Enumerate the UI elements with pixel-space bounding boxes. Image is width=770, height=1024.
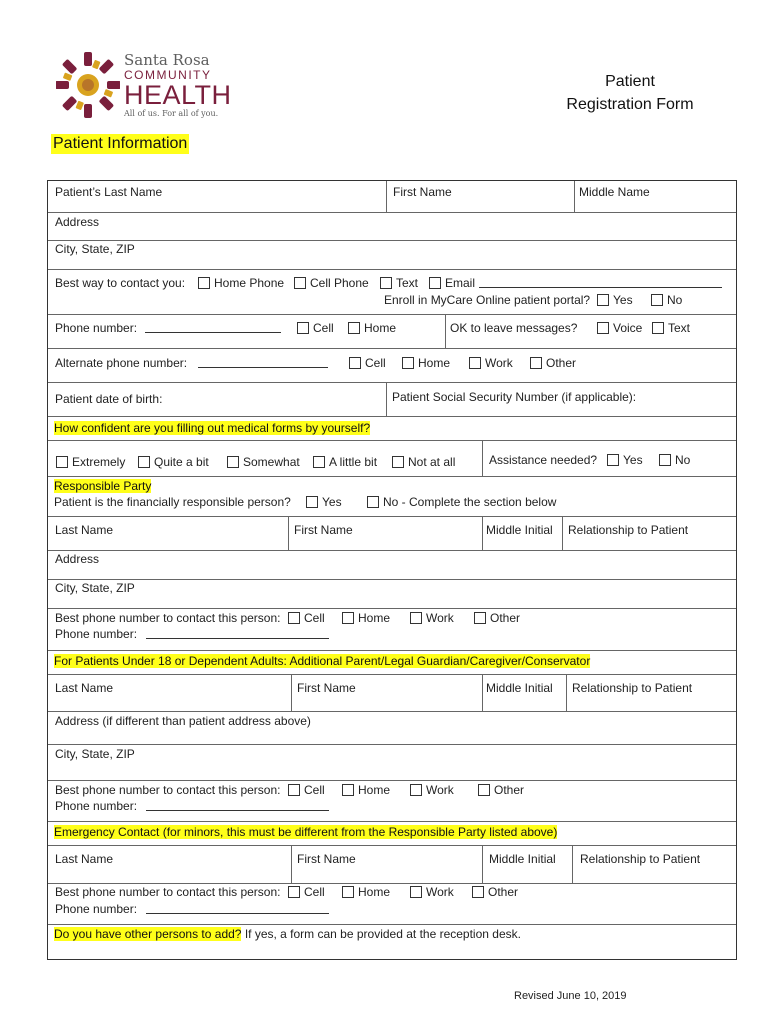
emergency-first-name-field[interactable]: First Name [297,852,356,866]
emergency-heading: Emergency Contact (for minors, this must be different from the Responsible Party listed above) [54,825,558,839]
other-persons-question: Do you have other persons to add? [54,927,242,941]
emergency-phone-number-line[interactable] [146,902,329,914]
checkbox-icon [288,784,300,796]
rp-last-name-field[interactable]: Last Name [55,523,114,537]
emergency-other-checkbox[interactable]: Other [472,885,518,899]
guardian-cell-checkbox[interactable]: Cell [288,783,325,797]
rp-work-checkbox[interactable]: Work [410,611,454,625]
emergency-phone-row [48,884,736,925]
rp-address-field[interactable]: Address [55,552,100,566]
assistance-no-checkbox[interactable]: No [659,453,690,467]
guardian-heading: For Patients Under 18 or Dependent Adults: Additional Parent/Legal Guardian/Caregiver/Conservator [54,654,591,668]
rp-phone-number-line[interactable] [146,627,329,639]
form-title [560,70,700,116]
guardian-phone-number-line[interactable] [146,799,329,811]
checkbox-icon [342,784,354,796]
contact-method-label: Best way to contact you: [55,276,186,290]
financially-responsible-question: Patient is the financially responsible person? [54,495,291,509]
financially-responsible-yes-checkbox[interactable]: Yes [306,495,342,509]
phone-cell-checkbox[interactable]: Cell [297,321,334,335]
text-checkbox[interactable]: Text [380,276,418,290]
responsible-party-header-row [48,477,736,517]
checkbox-icon [429,277,441,289]
voice-checkbox[interactable]: Voice [597,321,642,335]
quite-a-bit-checkbox[interactable]: Quite a bit [138,455,209,469]
phone-home-checkbox[interactable]: Home [348,321,396,335]
patient-first-name-field[interactable]: First Name [393,185,452,199]
patient-address-row [48,213,736,241]
guardian-work-checkbox[interactable]: Work [410,783,454,797]
patient-name-row [48,181,736,213]
emergency-home-checkbox[interactable]: Home [342,885,390,899]
form-title-line-2: Registration Form [566,96,694,113]
checkbox-icon [474,612,486,624]
patient-city-field[interactable]: City, State, ZIP [55,242,135,256]
alt-home-checkbox[interactable]: Home [402,356,450,370]
rp-other-checkbox[interactable]: Other [474,611,520,625]
guardian-relationship-field[interactable]: Relationship to Patient [572,681,693,695]
checkbox-icon [297,322,309,334]
emergency-cell-checkbox[interactable]: Cell [288,885,325,899]
confidence-options-row [48,441,736,477]
emergency-heading-row [48,822,736,846]
somewhat-checkbox[interactable]: Somewhat [227,455,300,469]
guardian-middle-initial-field[interactable]: Middle Initial [486,681,553,695]
rp-best-phone-label: Best phone number to contact this person: [55,611,281,625]
phone-row [48,315,736,349]
extremely-checkbox[interactable]: Extremely [56,455,125,469]
ok-to-leave-messages-label: OK to leave messages? [450,321,578,335]
responsible-name-row [48,517,736,551]
patient-city-row [48,241,736,270]
cell-phone-checkbox[interactable]: Cell Phone [294,276,369,290]
checkbox-icon [410,784,422,796]
checkbox-icon [478,784,490,796]
confidence-question-row [48,417,736,441]
text-message-checkbox[interactable]: Text [652,321,690,335]
portal-no-checkbox[interactable]: No [651,293,682,307]
checkbox-icon [198,277,210,289]
alt-other-checkbox[interactable]: Other [530,356,576,370]
checkbox-icon [530,357,542,369]
patient-ssn-field[interactable]: Patient Social Security Number (if applicable): [392,390,637,404]
checkbox-icon [659,454,671,466]
logo-line-3: HEALTH [124,80,232,110]
checkbox-icon [342,612,354,624]
responsible-party-heading: Responsible Party [54,479,152,493]
checkbox-icon [651,294,663,306]
checkbox-icon [410,612,422,624]
rp-city-row [48,580,736,609]
patient-dob-field[interactable]: Patient date of birth: [55,392,163,406]
financially-responsible-no-checkbox[interactable]: No - Complete the section below [367,495,556,509]
guardian-best-phone-label: Best phone number to contact this person: [55,783,281,797]
a-little-bit-checkbox[interactable]: A little bit [313,455,377,469]
alt-cell-checkbox[interactable]: Cell [349,356,386,370]
logo-line-2: COMMUNITY [124,68,212,82]
alternate-phone-label: Alternate phone number: [55,356,188,370]
guardian-city-row [48,745,736,781]
guardian-name-row [48,675,736,712]
phone-number-label: Phone number: [55,321,138,335]
checkbox-icon [392,456,404,468]
emergency-relationship-field[interactable]: Relationship to Patient [580,852,701,866]
checkbox-icon [306,496,318,508]
assistance-needed-label: Assistance needed? [489,453,598,467]
other-persons-note: If yes, a form can be provided at the reception desk. [244,927,521,941]
emergency-best-phone-label: Best phone number to contact this person: [55,885,281,899]
logo-tagline: All of us. For all of you. [124,109,219,118]
emergency-phone-number-label: Phone number: [55,902,138,916]
email-checkbox[interactable]: Email [429,276,475,290]
guardian-first-name-field[interactable]: First Name [297,681,356,695]
patient-address-field[interactable]: Address [55,215,100,229]
checkbox-icon [313,456,325,468]
checkbox-icon [349,357,361,369]
rp-phone-row [48,609,736,651]
patient-last-name-field[interactable]: Patient’s Last Name [55,185,163,199]
logo-line-1: Santa Rosa [124,51,210,69]
logo [56,50,232,122]
alternate-phone-line[interactable] [198,356,328,368]
confidence-question: How confident are you filling out medical forms by yourself? [54,421,371,435]
guardian-address-field[interactable]: Address (if different than patient address above) [55,714,311,728]
guardian-phone-row [48,781,736,822]
guardian-heading-row [48,651,736,675]
checkbox-icon [348,322,360,334]
other-persons-row [48,925,736,959]
rp-home-checkbox[interactable]: Home [342,611,390,625]
portal-yes-checkbox[interactable]: Yes [597,293,633,307]
guardian-other-checkbox[interactable]: Other [478,783,524,797]
not-at-all-checkbox[interactable]: Not at all [392,455,455,469]
checkbox-icon [597,322,609,334]
revision-date: Revised June 10, 2019 [514,990,627,1002]
guardian-phone-number-label: Phone number: [55,799,138,813]
checkbox-icon [342,886,354,898]
checkbox-icon [597,294,609,306]
checkbox-icon [652,322,664,334]
emergency-name-row [48,846,736,884]
section-title: Patient Information [53,135,188,152]
checkbox-icon [410,886,422,898]
checkbox-icon [294,277,306,289]
registration-form [47,180,737,960]
checkbox-icon [607,454,619,466]
rp-first-name-field[interactable]: First Name [294,523,353,537]
email-input-line[interactable] [479,276,722,288]
emergency-last-name-field[interactable]: Last Name [55,852,114,866]
checkbox-icon [288,886,300,898]
rp-relationship-field[interactable]: Relationship to Patient [568,523,689,537]
checkbox-icon [472,886,484,898]
guardian-city-field[interactable]: City, State, ZIP [55,747,135,761]
checkbox-icon [138,456,150,468]
checkbox-icon [380,277,392,289]
checkbox-icon [402,357,414,369]
checkbox-icon [56,456,68,468]
sun-logo-icon [56,50,120,120]
checkbox-icon [469,357,481,369]
checkbox-icon [288,612,300,624]
rp-phone-number-label: Phone number: [55,627,138,641]
rp-city-field[interactable]: City, State, ZIP [55,581,135,595]
checkbox-icon [227,456,239,468]
checkbox-icon [367,496,379,508]
emergency-work-checkbox[interactable]: Work [410,885,454,899]
dob-ssn-row [48,383,736,417]
guardian-home-checkbox[interactable]: Home [342,783,390,797]
portal-label: Enroll in MyCare Online patient portal? [384,293,591,307]
alt-work-checkbox[interactable]: Work [469,356,513,370]
form-title-line-1: Patient [605,73,655,90]
contact-method-row [48,270,736,315]
alternate-phone-row [48,349,736,383]
assistance-yes-checkbox[interactable]: Yes [607,453,643,467]
rp-address-row [48,551,736,580]
rp-cell-checkbox[interactable]: Cell [288,611,325,625]
home-phone-checkbox[interactable]: Home Phone [198,276,284,290]
patient-middle-name-field[interactable]: Middle Name [579,185,650,199]
emergency-middle-initial-field[interactable]: Middle Initial [489,852,556,866]
guardian-address-row [48,712,736,745]
phone-number-line[interactable] [145,321,281,333]
rp-middle-initial-field[interactable]: Middle Initial [486,523,553,537]
guardian-last-name-field[interactable]: Last Name [55,681,114,695]
